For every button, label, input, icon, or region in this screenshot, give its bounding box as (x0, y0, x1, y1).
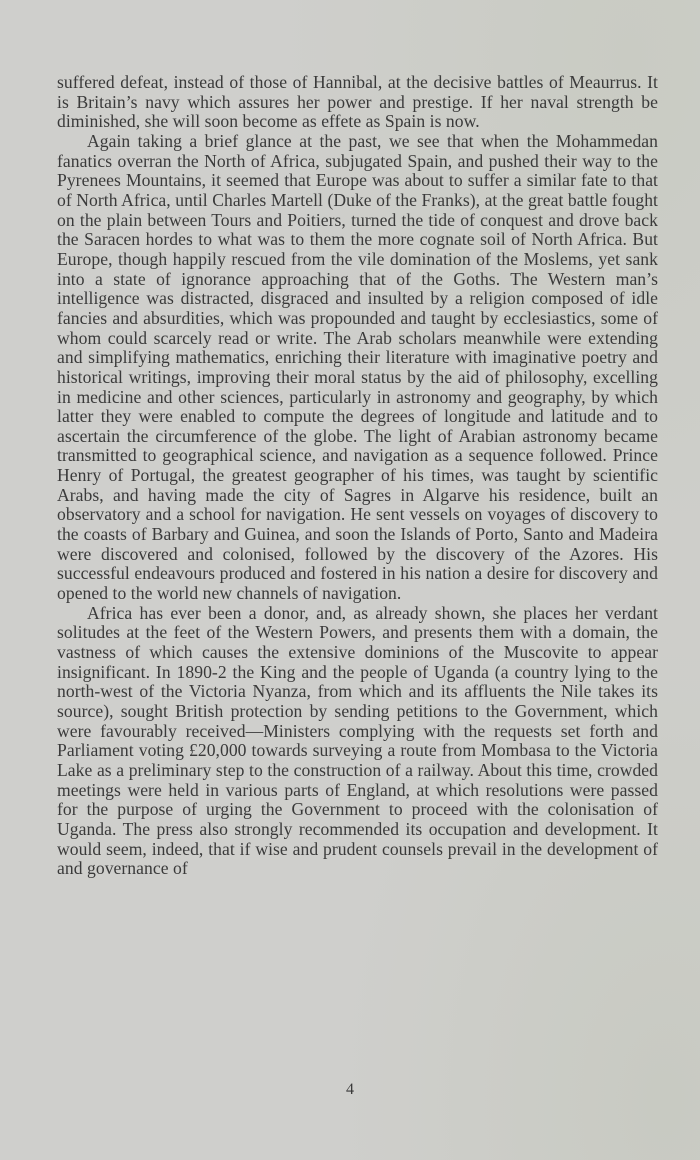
body-text (57, 73, 658, 879)
page-number: 4 (346, 1081, 354, 1098)
paragraph-africa: Africa has ever been a donor, and, as already shown, she places her verdant solitudes at the feet of the Western Powers, and presents them with a domain, the vastness of which causes the extensive dominions of the Muscovite to appear insignificant. In 1890-2 the King and the people of Uganda (a country lying to the north-west of the Victoria Nyanza, from which and its affluents the Nile takes its source), sought British protection by sending petitions to the Government, which were favourably received—Ministers complying with the requests set forth and Parliament voting £20,000 towards surveying a route from Mombasa to the Victoria Lake as a preliminary step to the construction of a railway. About this time, crowded meetings were held in various parts of England, at which resolutions were passed for the purpose of urging the Government to proceed with the colonisation of Uganda. The press also strongly recommended its occupation and development. It would seem, indeed, that if wise and prudent counsels prevail in the development of and governance of (57, 602, 658, 879)
paragraph-history: Again taking a brief glance at the past, we see that when the Mohammedan fanatics overran the North of Africa, subjugated Spain, and pushed their way to the Pyrenees Mountains, it seemed that Europe was about to suffer a similar fate to that of North Africa, until Charles Martell (Duke of the Franks), at the great battle fought on the plain between Tours and Poitiers, turned the tide of conquest and drove back the Saracen hordes to what was to them the more cognate soil of North Africa. But Europe, though happily rescued from the vile domination of the Moslems, yet sank into a state of ignorance approaching that of the Goths. The Western man’s intelligence was distracted, disgraced and insulted by a religion composed of idle fancies and absurdities, which was propounded and taught by ecclesiastics, some of whom could scarcely read or write. The Arab scholars meanwhile were extending and simplifying mathematics, enriching their literature with imaginative poetry and historical writings, improving their moral status by the aid of philosophy, excelling in medicine and other sciences, particularly in astronomy and geography, by which latter they were enabled to compute the degrees of longitude and latitude and to ascertain the circumference of the globe. The light of Arabian astronomy became transmitted to geographical science, and navigation as a sequence followed. Prince Henry of Portugal, the greatest geographer of his times, was taught by scientific Arabs, and having made the city of Sagres in Algarve his residence, built an observatory and a school for navigation. He sent vessels on voyages of discovery to the coasts of Barbary and Guinea, and soon the Islands of Porto, Santo and Madeira were discovered and colonised, followed by the discovery of the Azores. His successful endeavours produced and fostered in his nation a desire for discovery and opened to the world new channels of navigation. (57, 130, 658, 604)
paragraph-continuation: suffered defeat, instead of those of Hannibal, at the decisive battles of Meaurrus. It is Britain’s navy which assures her power and prestige. If her naval strength be diminished, she will soon become as effete as Spain is now. (57, 72, 658, 132)
